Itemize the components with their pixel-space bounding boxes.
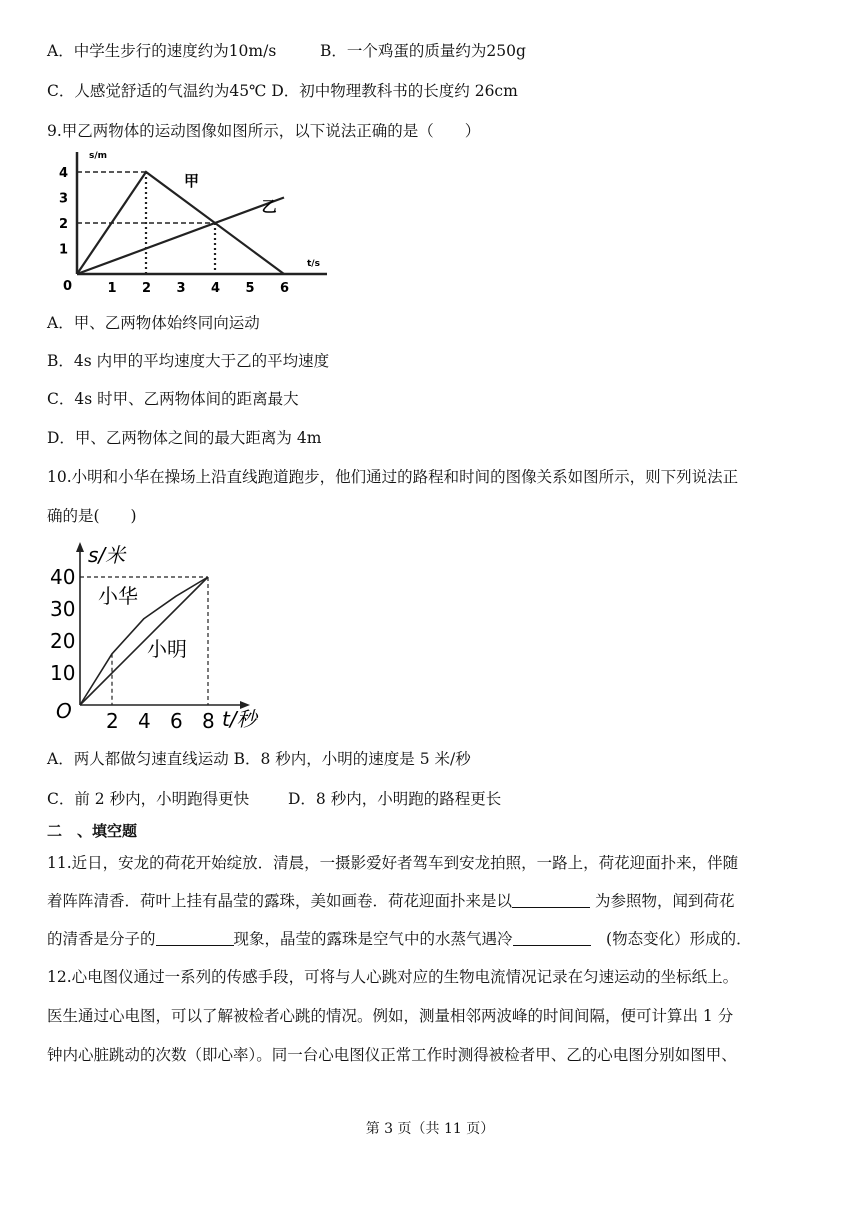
q8-option-a: A．中学生步行的速度约为10m/s xyxy=(47,42,277,60)
q10-option-d: D．8 秒内，小明跑的路程更长 xyxy=(288,790,502,808)
origin-label: O xyxy=(56,699,72,723)
x-axis-label: t/秒 xyxy=(222,707,257,731)
q12-line2: 医生通过心电图，可以了解被检者心跳的情况。例如，测量相邻两波峰的时间间隔，便可计算出 1 分 xyxy=(47,1007,734,1025)
y-axis-label: s/m xyxy=(89,151,108,161)
q8-option-cd: C．人感觉舒适的气温约为45℃ D．初中物理教科书的长度约 26cm xyxy=(47,82,518,100)
x-tick-label: 4 xyxy=(138,709,151,733)
section-title: 二 、填空题 xyxy=(47,822,138,840)
answer-blank-2[interactable] xyxy=(156,929,234,946)
q10-stem-line1: 10.小明和小华在操场上沿直线跑道跑步，他们通过的路程和时间的图像关系如图所示，则下列说法正 xyxy=(47,468,739,486)
x-tick-label: 1 xyxy=(107,281,117,296)
q9-option-b: B．4s 内甲的平均速度大于乙的平均速度 xyxy=(47,352,330,370)
origin-label: 0 xyxy=(63,279,73,294)
y-tick-label: 10 xyxy=(50,661,76,685)
series-label-yi: 乙 xyxy=(261,197,277,216)
q10-graph xyxy=(50,540,300,735)
q10-option-c: C．前 2 秒内，小明跑得更快 xyxy=(47,790,250,808)
q9-stem: 9.甲乙两物体的运动图像如图所示，以下说法正确的是（ ） xyxy=(47,122,481,140)
q9-option-d: D．甲、乙两物体之间的最大距离为 4m xyxy=(47,429,322,447)
y-tick-label: 2 xyxy=(59,217,69,232)
q11-line2: 着阵阵清香．荷叶上挂有晶莹的露珠，美如画卷．荷花迎面扑来是以 为参照物，闻到荷花 xyxy=(47,892,735,910)
page-footer: 第 3 页（共 11 页） xyxy=(365,1121,495,1137)
x-tick-label: 6 xyxy=(280,281,290,296)
q11-line3: 的清香是分子的 现象，晶莹的露珠是空气中的水蒸气遇冷 (物态变化）形成的． xyxy=(47,930,752,948)
y-tick-label: 40 xyxy=(50,565,76,589)
y-tick-label: 4 xyxy=(59,166,69,181)
q11-line1: 11.近日，安龙的荷花开始绽放．清晨，一摄影爱好者驾车到安龙拍照，一路上，荷花迎面扑来，伴随 xyxy=(47,854,739,872)
y-tick-label: 3 xyxy=(59,191,69,207)
x-tick-label: 6 xyxy=(170,709,183,733)
q10-stem-line2: 确的是( ) xyxy=(47,507,137,525)
series-label-jia: 甲 xyxy=(183,172,199,191)
series-label-hua: 小华 xyxy=(98,584,138,608)
y-axis-label: s/米 xyxy=(88,543,126,567)
answer-blank-1[interactable] xyxy=(512,891,590,908)
x-tick-label: 3 xyxy=(176,281,186,296)
series-label-ming: 小明 xyxy=(147,637,187,661)
x-tick-label: 8 xyxy=(202,709,215,733)
q12-line1: 12.心电图仪通过一系列的传感手段，可将与人心跳对应的生物电流情况记录在匀速运动的坐标纸上。 xyxy=(47,968,739,986)
x-tick-label: 2 xyxy=(142,281,152,296)
series-line-甲 xyxy=(77,172,284,274)
series-line-乙 xyxy=(77,198,284,275)
x-tick-label: 2 xyxy=(106,709,119,733)
q9-graph xyxy=(55,148,345,303)
y-tick-label: 20 xyxy=(50,629,76,653)
q10-option-ab: A．两人都做匀速直线运动 B．8 秒内，小明的速度是 5 米/秒 xyxy=(47,750,471,768)
y-tick-label: 30 xyxy=(50,597,76,621)
x-axis-label: t/s xyxy=(307,259,320,269)
q12-line3: 钟内心脏跳动的次数（即心率）。同一台心电图仪正常工作时测得被检者甲、乙的心电图分别如图甲、 xyxy=(47,1046,737,1064)
x-tick-label: 5 xyxy=(245,281,255,296)
x-tick-label: 4 xyxy=(211,281,221,296)
q9-option-c: C．4s 时甲、乙两物体间的距离最大 xyxy=(47,390,299,408)
answer-blank-3[interactable] xyxy=(513,929,591,946)
q8-option-b: B．一个鸡蛋的质量约为250g xyxy=(320,42,526,60)
q9-option-a: A．甲、乙两物体始终同向运动 xyxy=(47,314,260,332)
y-tick-label: 1 xyxy=(59,242,69,258)
y-axis-arrow xyxy=(76,542,84,552)
